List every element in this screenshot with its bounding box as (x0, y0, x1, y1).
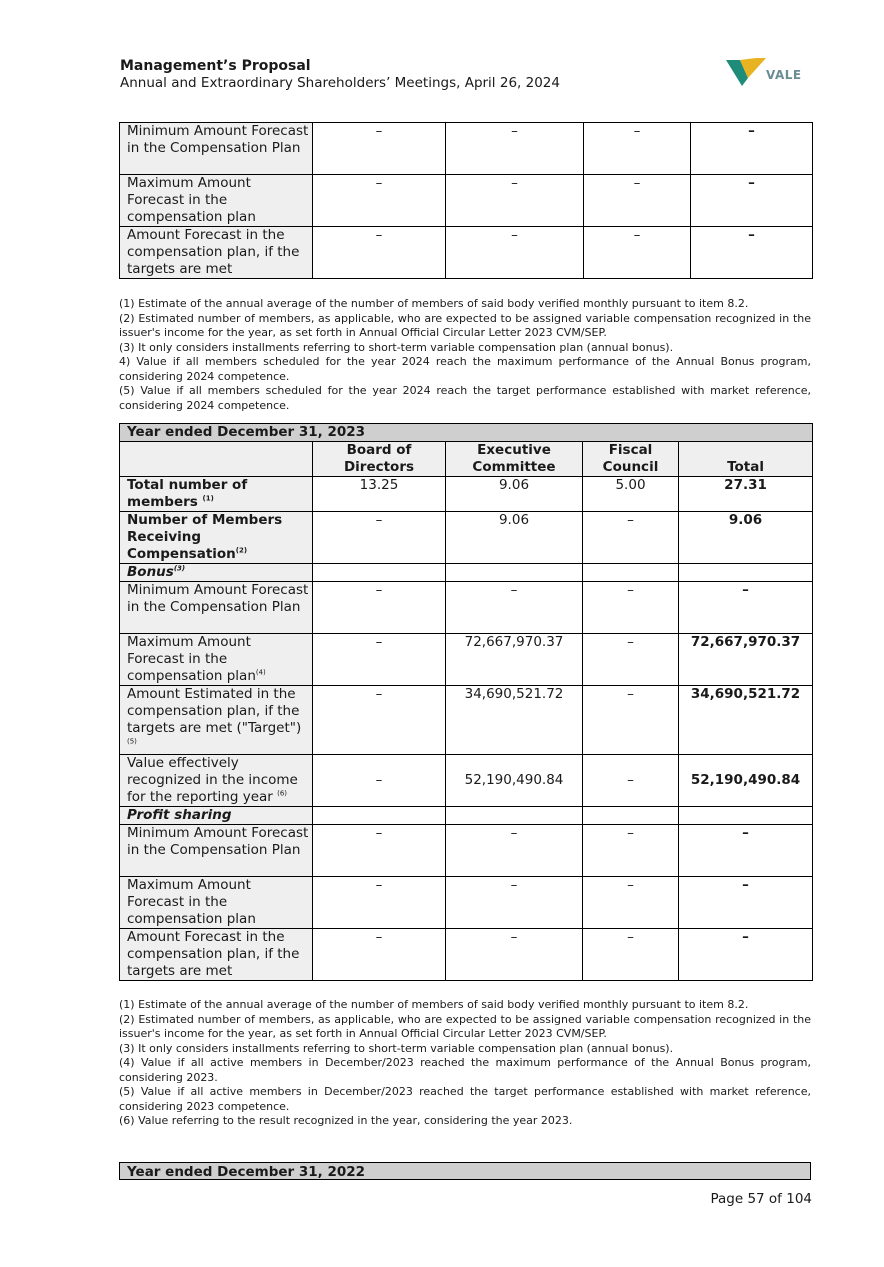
section-row-profit (120, 807, 813, 825)
cell-board: – (313, 175, 446, 227)
cell-total: 72,667,970.37 (679, 634, 813, 686)
table-row (120, 175, 813, 227)
cell-board: – (313, 634, 446, 686)
cell-fiscal: – (584, 175, 691, 227)
footnote: (3) It only considers installments referring to short-term variable compensation plan (annual bonus). (119, 340, 674, 354)
col-header-fiscal: Fiscal Council (583, 442, 679, 477)
cell-exec: – (446, 582, 583, 634)
table-row (120, 825, 813, 877)
cell-board: – (313, 123, 446, 175)
cell-total: – (691, 175, 813, 227)
cell-fiscal: – (583, 582, 679, 634)
cell-exec: 9.06 (446, 477, 583, 512)
cell-total: 27.31 (679, 477, 813, 512)
compensation-table-2023 (119, 423, 813, 981)
row-label: Profit sharing (120, 807, 313, 825)
cell-fiscal: 5.00 (583, 477, 679, 512)
cell-empty (583, 807, 679, 825)
cell-exec: – (446, 877, 583, 929)
table-row (120, 582, 813, 634)
footnote: (5) Value if all members scheduled for the year 2024 reach the target performance established with market reference, considering 2024 competence. (119, 384, 811, 412)
cell-exec: – (446, 929, 583, 981)
cell-total: – (679, 929, 813, 981)
row-label: Amount Forecast in the compensation plan, if the targets are met (120, 227, 313, 279)
table-row (120, 877, 813, 929)
row-label: Minimum Amount Forecast in the Compensation Plan (120, 825, 313, 877)
row-label: Bonus$^{(3)}$ (120, 564, 313, 582)
cell-fiscal: – (584, 227, 691, 279)
cell-exec: – (446, 227, 584, 279)
cell-board: – (313, 512, 446, 564)
cell-board: – (313, 825, 446, 877)
footnote: (6) Value referring to the result recognized in the year, considering the year 2023. (119, 1114, 573, 1127)
cell-exec: – (446, 825, 583, 877)
cell-total: – (679, 877, 813, 929)
cell-exec: – (446, 175, 584, 227)
col-header-exec: Executive Committee (446, 442, 583, 477)
cell-fiscal: – (583, 512, 679, 564)
cell-empty (313, 807, 446, 825)
cell-total: – (691, 227, 813, 279)
vale-logo (726, 56, 806, 88)
table-row (120, 634, 813, 686)
row-label: Value effectively recognized in the income for the reporting year $^{(6)}$ (120, 755, 313, 807)
year-title: Year ended December 31, 2023 (120, 424, 813, 442)
column-headers (120, 442, 813, 477)
table-row (120, 477, 813, 512)
cell-empty (679, 807, 813, 825)
page-number: Page 57 of 104 (710, 1191, 812, 1207)
cell-empty (446, 807, 583, 825)
cell-board: – (313, 582, 446, 634)
row-label: Number of Members Receiving Compensation$^{(2)}$ (120, 512, 313, 564)
row-label: Maximum Amount Forecast in the compensation plan (120, 877, 313, 929)
table-row (120, 686, 813, 755)
cell-total: 34,690,521.72 (679, 686, 813, 755)
cell-fiscal: – (583, 929, 679, 981)
cell-empty (313, 564, 446, 582)
year-2022-header: Year ended December 31, 2022 (119, 1162, 811, 1180)
row-label: Minimum Amount Forecast in the Compensation Plan (120, 123, 313, 175)
table-year-header (120, 424, 813, 442)
cell-exec: 52,190,490.84 (446, 755, 583, 807)
vale-logo-icon (726, 56, 766, 88)
logo-text: VALE (766, 68, 802, 82)
footnotes-2023 (119, 998, 811, 1129)
compensation-table-2024-continued (119, 122, 813, 279)
cell-fiscal: – (583, 755, 679, 807)
cell-fiscal: – (583, 825, 679, 877)
cell-exec: – (446, 123, 584, 175)
document-title: Management’s Proposal (120, 58, 311, 74)
header-blank (120, 442, 313, 477)
cell-total: 52,190,490.84 (679, 755, 813, 807)
cell-fiscal: – (583, 686, 679, 755)
footnote: (5) Value if all active members in December/2023 reached the target performance established with market reference, considering 2023 competence. (119, 1085, 811, 1113)
row-label: Amount Estimated in the compensation plan, if the targets are met ("Target") $^{(5)}$ (120, 686, 313, 755)
cell-total: – (679, 582, 813, 634)
col-header-total: Total (679, 442, 813, 477)
cell-exec: 9.06 (446, 512, 583, 564)
cell-total: – (679, 825, 813, 877)
cell-board: 13.25 (313, 477, 446, 512)
footnote: (1) Estimate of the annual average of the number of members of said body verified monthly pursuant to item 8.2. (119, 297, 749, 310)
table-row (120, 123, 813, 175)
cell-empty (679, 564, 813, 582)
section-row-bonus (120, 564, 813, 582)
cell-exec: 72,667,970.37 (446, 634, 583, 686)
footnotes-2024 (119, 297, 811, 413)
row-label: Amount Forecast in the compensation plan, if the targets are met (120, 929, 313, 981)
page-header (120, 58, 560, 92)
footnote: (2) Estimated number of members, as applicable, who are expected to be assigned variable compensation recognized in the issuer's income for the year, as set forth in Annual Official Circular Letter 2023 CVM/SEP. (119, 1012, 811, 1040)
row-label: Minimum Amount Forecast in the Compensation Plan (120, 582, 313, 634)
footnote: (2) Estimated number of members, as applicable, who are expected to be assigned variable compensation recognized in the issuer's income for the year, as set forth in Annual Official Circular Letter 2023 CVM/SEP. (119, 311, 811, 339)
table-row (120, 755, 813, 807)
cell-empty (583, 564, 679, 582)
col-header-board: Board of Directors (313, 442, 446, 477)
table-row (120, 929, 813, 981)
cell-empty (446, 564, 583, 582)
footnote: (3) It only considers installments referring to short-term variable compensation plan (annual bonus). (119, 1041, 674, 1055)
footnote: (1) Estimate of the annual average of the number of members of said body verified monthly pursuant to item 8.2. (119, 998, 749, 1011)
table-row (120, 512, 813, 564)
row-label: Maximum Amount Forecast in the compensation plan (120, 175, 313, 227)
cell-board: – (313, 877, 446, 929)
row-label: Total number of members $^{(1)}$ (120, 477, 313, 512)
cell-board: – (313, 227, 446, 279)
row-label: Maximum Amount Forecast in the compensation plan$^{(4)}$ (120, 634, 313, 686)
cell-total: – (691, 123, 813, 175)
cell-fiscal: – (583, 877, 679, 929)
footnote: (4) Value if all active members in December/2023 reached the maximum performance of the Annual Bonus program, considering 2023. (119, 1056, 811, 1084)
cell-board: – (313, 686, 446, 755)
cell-total: 9.06 (679, 512, 813, 564)
cell-fiscal: – (584, 123, 691, 175)
footnote: 4) Value if all members scheduled for the year 2024 reach the maximum performance of the Annual Bonus program, considering 2024 competence. (119, 355, 811, 383)
cell-fiscal: – (583, 634, 679, 686)
table-row (120, 227, 813, 279)
cell-board: – (313, 929, 446, 981)
cell-exec: 34,690,521.72 (446, 686, 583, 755)
cell-board: – (313, 755, 446, 807)
document-subtitle: Annual and Extraordinary Shareholders’ Meetings, April 26, 2024 (120, 75, 560, 91)
